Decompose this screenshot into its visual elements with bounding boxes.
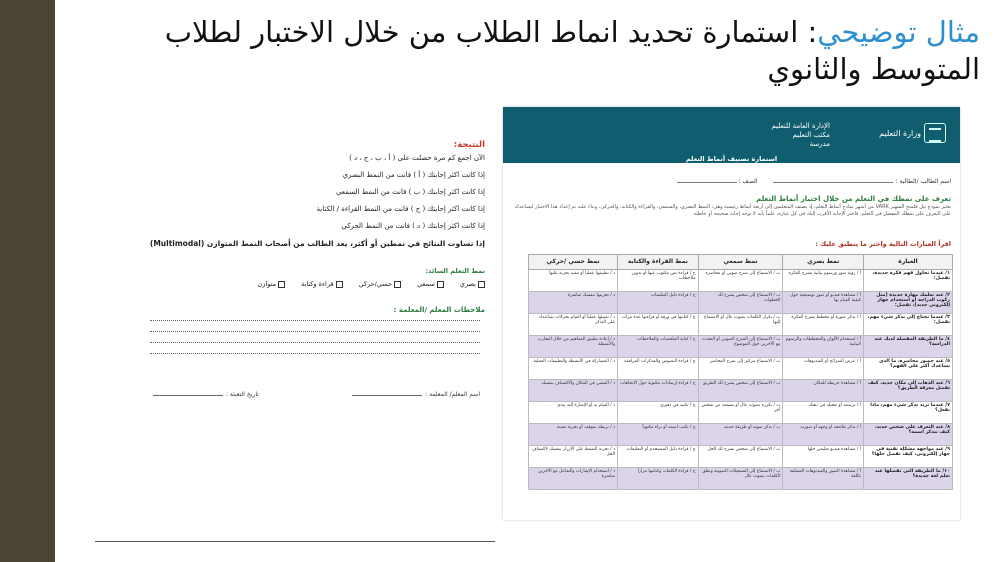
question-cell: ١٠/ ما الطريقة التي تفضلها عند تعلم لغة جديدة؟ [863,468,952,490]
org-line-3: مدرسة [809,140,830,148]
result-line: إذا كانت اكثر إجابتك ( ب ) فانت من النمط السمعي [335,188,485,196]
slide-title-highlight: مثال توضيحي [817,15,980,49]
answer-cell[interactable]: ج / قراءة دليل التعليمات [618,292,699,314]
column-header: نمط القراءة والكتابة [618,255,699,270]
intro-text: يعتبر نموذج نيل فلمنج الشهير VARK من أشهر نماذج أنماط التعلم، إذ يصنف المتعلمين إلى أربعة أنماط رئيسية وهي: النمط البصري، والسمعي، والقراءة والكتابة، والحركي، وبناء عليه تم إعداد هذا الاختبار ليساعدك على التعرف على نمطك المفضل في التعلم، فاختر الإجابة الأقرب إليك في كل عبارة، علماً بأنه لا توجد إجابة صحيحة أو خاطئة. [514,204,951,217]
answer-cell[interactable]: أ / ترسمه أو تتخيله في ذهنك [783,402,864,424]
table-row [529,292,953,314]
style-option[interactable] [460,280,485,288]
results-heading: النتيجة: [453,140,485,150]
answer-cell[interactable]: ج / تكتبه في دفتري [618,402,699,424]
questions-table [528,254,953,490]
table-row [529,424,953,446]
answer-cell[interactable]: د / تجربتها بنفسك مباشرة [529,292,618,314]
checkbox-icon[interactable] [437,281,444,288]
table-row [529,358,953,380]
result-line: إذا كانت اكثر إجابتك ( أ ) فانت من النمط البصري [342,171,485,179]
notes-line [150,331,480,332]
style-option[interactable] [258,280,286,288]
table-row [529,270,953,292]
left-accent-bar [0,0,55,562]
style-option-label: قراءة وكتابة [301,280,334,288]
answer-cell[interactable]: ج / كتابة الملخصات والملاحظات [618,336,699,358]
answer-cell[interactable]: د / تربطه بموقف أو تجربة معينة [529,424,618,446]
question-cell: ٢/ عند تعلمك مهارة جديدة (مثل ركوب الدراجة أو استخدام جهاز إلكتروني جديد)، تفضل: [863,292,952,314]
style-option[interactable] [417,280,444,288]
teacher-notes-label: ملاحظات المعلم /المعلمة : [393,306,485,314]
column-header: نمط سمعي [698,255,783,270]
answer-cell[interactable]: ج / قراءة نص مكتوب عنها أو تدوين ملاحظات [618,270,699,292]
question-cell: ٦/ عند الذهاب إلى مكان جديد، كيف تفضل معرفة الطريق؟ [863,380,952,402]
result-line: إذا تساوت النتائج في نمطين أو أكثر، يعد الطالب من أصحاب النمط المتوازن (Multimodal) [149,239,485,248]
table-row [529,446,953,468]
answer-cell[interactable]: د / تجربة الضغط على الأزرار بنفسك لاكتشاف الحل [529,446,618,468]
answer-cell[interactable]: ج / قراءة إرشادات مكتوبة حول الاتجاهات [618,380,699,402]
answer-cell[interactable]: ب / الاستماع إلى شخص يشرح لك الطريق [698,380,783,402]
answer-cell[interactable]: ب / تكرار الكلمات بصوت عال أو الاستماع إليها [698,314,783,336]
student-fields [511,178,951,185]
instruction-text: اقرأ العبارات التالية واختر ما ينطبق عليك : [815,240,951,248]
answer-cell[interactable]: ب / تذكر صوته أو طريقة حديثه [698,424,783,446]
answer-cell[interactable]: ج / قراءة الكلمات وكتابتها مراراً [618,468,699,490]
answer-cell[interactable]: أ / مشاهدة فيديو أو صور توضيحية حول كيفية القيام بها [783,292,864,314]
table-row [529,380,953,402]
dominant-style-label: نمط التعلم السائد: [425,267,485,275]
results-lines [140,154,485,248]
form-title: استمارة تصنيف أنماط التعلم [685,155,778,163]
answer-cell[interactable]: أ / استخدام الألوان والمخططات والرسوم البيانية [783,336,864,358]
table-row [529,402,953,424]
answer-cell[interactable]: أ / عرض الشرائح أو الفيديوهات [783,358,864,380]
style-option-label: بصري [459,280,476,288]
answer-cell[interactable]: ب / الاستماع بتركيز إلى شرح المحاضر [698,358,783,380]
question-cell: ٧/ عندما تريد تذكر شيء مهم، ماذا تفعل؟ [863,402,952,424]
grade-field [675,178,758,185]
answer-cell[interactable]: د / تمثيلها عملياً أو القيام بحركات تساعدك على التذكر [529,314,618,336]
answer-cell[interactable]: ب / الاستماع إلى شخص يشرح لك الحل [698,446,783,468]
result-line: إذا كانت اكثر إجابتك ( د ) فانت من النمط الحركي [341,222,485,230]
question-cell: ٩/ عند مواجهة مشكلة تقنية في جهاز إلكتروني، كيف تفضل حلها؟ [863,446,952,468]
answer-cell[interactable]: أ / مشاهدة خريطة للمكان [783,380,864,402]
answer-cell[interactable]: د / تطبيقها عملياً أو تنفيذ تجربة عليها [529,270,618,292]
style-option[interactable] [359,280,402,288]
style-option-label: سمعي [417,280,435,288]
table-row [529,314,953,336]
question-cell: ٤/ ما الطريقة المفضلة لديك عند الدراسة؟ [863,336,952,358]
answer-cell[interactable]: أ / مشاهدة فيديو تعليمي حلها [783,446,864,468]
style-option[interactable] [301,280,343,288]
answer-cell[interactable]: ب / الاستماع إلى شخص يشرح لك الخطوات [698,292,783,314]
results-section [140,140,485,256]
question-cell: ٥/ عند حضور محاضرة، ما الذي يساعدك أكثر على الفهم؟ [863,358,952,380]
answer-cell[interactable]: ب / الاستماع إلى شرح صوتي أو محاضرة [698,270,783,292]
bottom-rule [95,541,495,542]
notes-line [150,342,480,343]
answer-cell[interactable]: ج / قراءة دليل المستخدم أو التعليمات [618,446,699,468]
ministry-logo-icon [924,123,946,143]
org-line-1: الإدارة العامة للتعليم [771,122,830,130]
table-body [529,270,953,490]
column-header: العبارة [863,255,952,270]
question-cell: ٨/ عند التعرف على شخص جديد، كيف تتذكر اسمه؟ [863,424,952,446]
question-cell: ٣/ عندما تحتاج إلى تذكر شيء مهم، تفضل: [863,314,952,336]
answer-cell[interactable]: ب / الاستماع إلى التسجيلات الصوتية ونطق الكلمات بصوت عال [698,468,783,490]
result-line: الآن اجمع كم مرة حصلت على ( أ ، ب ، ج ، د ) [349,154,485,162]
answer-cell[interactable]: أ / رؤية صور ورسوم بيانية تشرح الفكرة [783,270,864,292]
table-row [529,468,953,490]
fill-date-label: تاريخ التعبئة : [226,391,259,398]
notes-line [150,353,480,354]
checkbox-icon[interactable] [336,281,343,288]
student-name-field [771,178,951,185]
intro-heading: تعرف على نمطك في التعلم من خلال اختبار أنماط التعلم [756,195,951,203]
ministry-name: وزارة التعليم [879,128,921,138]
answer-cell[interactable]: د / استخدام الإشارات والتفاعل مع الآخرين مباشرة [529,468,618,490]
answer-cell[interactable]: د / إعادة تطبيق المفاهيم من خلال التجارب والأنشطة [529,336,618,358]
style-option-label: حسي/حركي [358,280,393,288]
learning-styles-form [503,107,960,520]
org-line-2: مكتب التعليم [792,131,830,139]
teacher-name-label: اسم المعلم/ المعلمة : [425,391,480,398]
answer-cell[interactable]: ج / قراءة النصوص والمذكرات المرافقة [618,358,699,380]
answer-cell[interactable]: ج / تكتب اسمه أو تراه مكتوباً [618,424,699,446]
answer-cell[interactable]: ب / تكرره بصوت عال أو تسمعه من شخص آخر [698,402,783,424]
signature-row [150,391,480,398]
answer-cell[interactable]: د / القيام به أو الإشارة إليه بيدي [529,402,618,424]
teacher-name-field [349,391,480,398]
answer-cell[interactable]: أ / تذكر ملامحه أو وجهه أو صورته [783,424,864,446]
org-info [690,122,830,149]
slide-title-text: : استمارة تحديد انماط الطلاب من خلال الاختبار لطلاب المتوسط والثانوي [164,15,980,86]
answer-cell[interactable]: ج / كتابتها في ورقة أو قراءتها عدة مرات [618,314,699,336]
notes-line [150,320,480,321]
result-line: إذا كانت اكثر إجابتك ( ج ) فانت من النمط القراءة / الكتابة [316,205,485,213]
column-header: نمط حسي /حركي [529,255,618,270]
checkbox-icon[interactable] [478,281,485,288]
checkbox-icon[interactable] [278,281,285,288]
table-row [529,336,953,358]
answer-cell[interactable]: أ / مشاهدة الصور والفيديوهات المتعلقة باللغة [783,468,864,490]
table-header-row [529,255,953,270]
style-options [140,280,485,288]
fill-date-field [150,391,259,398]
grade-label: الصف : [738,178,758,185]
answer-cell[interactable]: د / المشي في المكان والاكتشاف بنفسك [529,380,618,402]
column-header: نمط بصري [783,255,864,270]
answer-cell[interactable]: د / المشاركة في الأنشطة والتطبيقات العملية [529,358,618,380]
answer-cell[interactable]: أ / تذكر صورة أو مخطط يشرح الفكرة [783,314,864,336]
student-name-label: اسم الطالب /الطالبة : [895,178,951,185]
checkbox-icon[interactable] [394,281,401,288]
style-option-label: متوازن [257,280,277,288]
question-cell: ١/ عندما تحاول فهم فكرة جديدة، تفضل: [863,270,952,292]
answer-cell[interactable]: ب / الاستماع إلى الشرح الصوتي أو التحدث مع الآخرين حول الموضوع [698,336,783,358]
ministry-logo [836,121,946,145]
slide-title [55,14,980,88]
